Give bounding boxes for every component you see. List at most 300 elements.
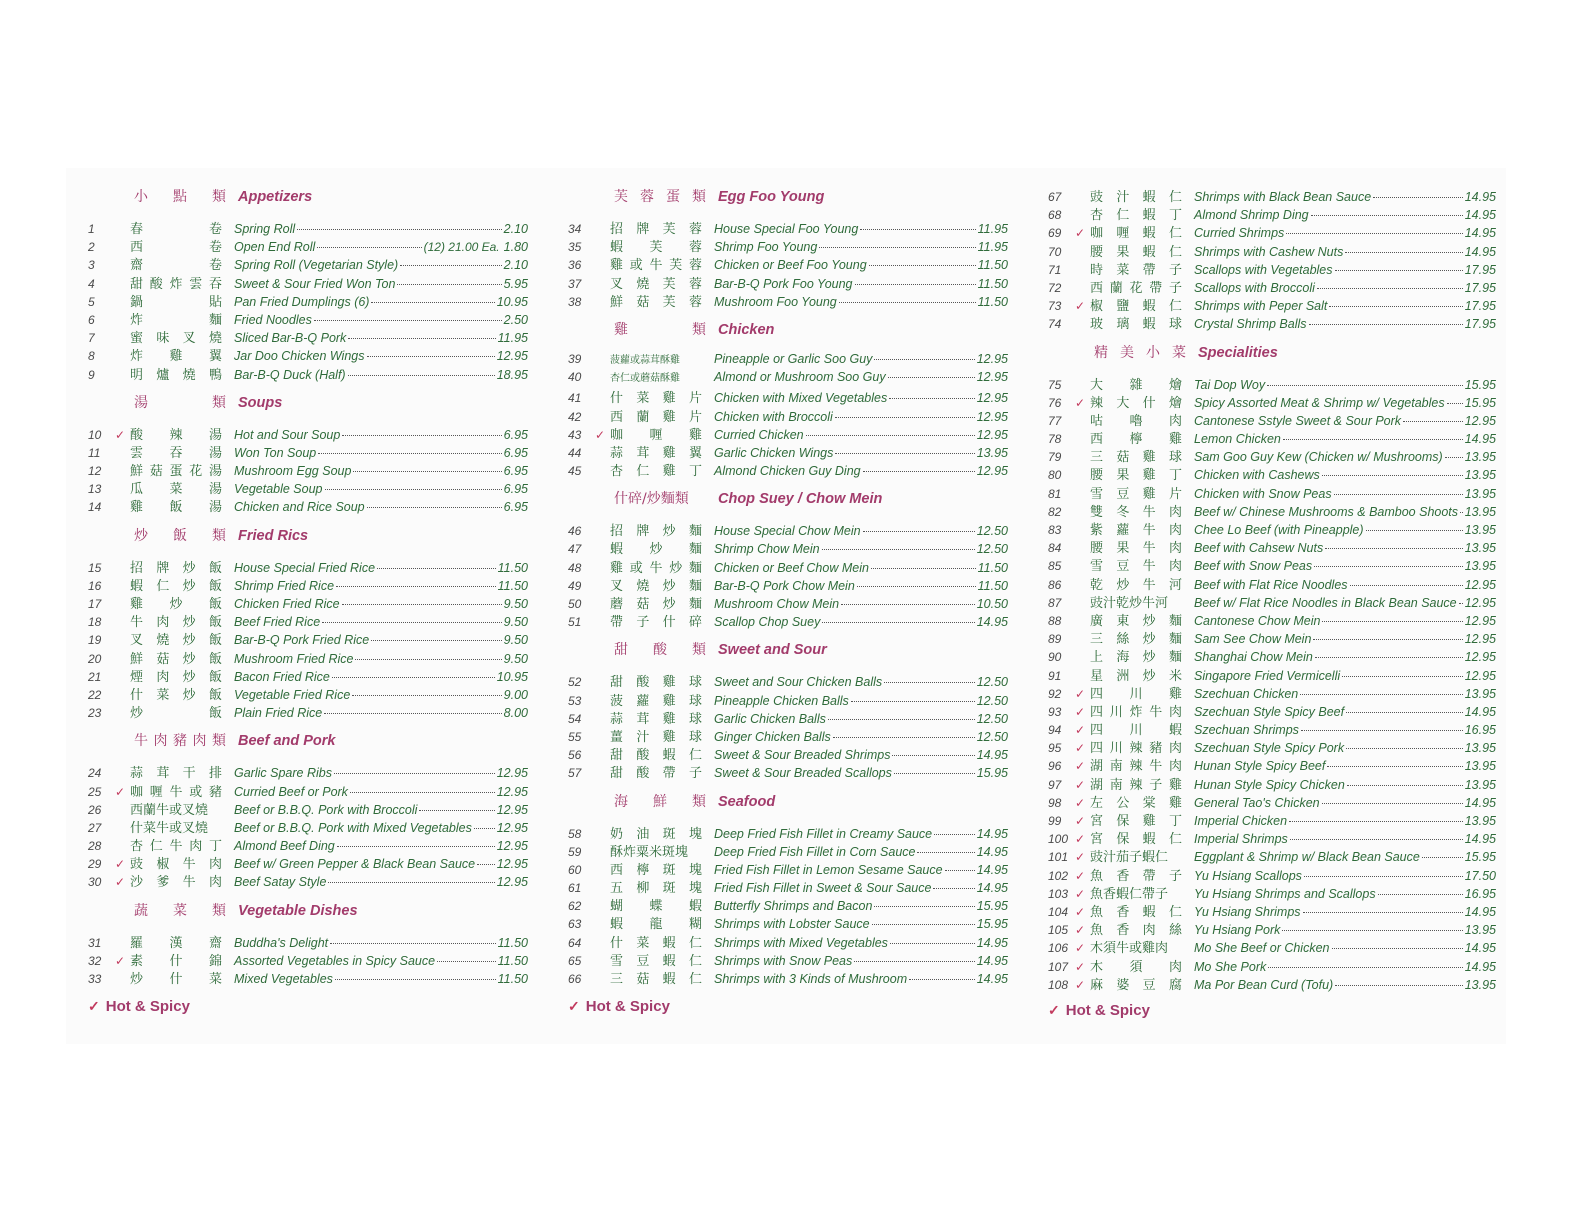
- dot-leader: [332, 677, 495, 678]
- item-number: 70: [1048, 244, 1062, 259]
- menu-item: [88, 291, 528, 309]
- menu-item: [568, 460, 1008, 478]
- item-number: 51: [568, 615, 582, 630]
- item-number: 50: [568, 597, 582, 611]
- menu-item: [1048, 828, 1496, 846]
- item-description: [1194, 887, 1496, 901]
- item-name: Bar-B-Q Duck (Half): [234, 367, 346, 382]
- item-number: 96: [1048, 759, 1062, 774]
- item-name: Deep Fried Fish Fillet in Corn Sauce: [714, 844, 916, 859]
- item-number: 5: [88, 294, 95, 309]
- item-name-chinese: 咖 喱 雞: [610, 427, 702, 443]
- item-number: 94: [1048, 723, 1062, 738]
- menu-item: [568, 726, 1008, 744]
- menu-item: [88, 853, 528, 871]
- item-number: 53: [568, 693, 582, 708]
- item-number: 24: [88, 766, 102, 781]
- item-name-chinese: 杏 仁 蝦 丁: [1090, 208, 1182, 224]
- dot-leader: [869, 265, 976, 266]
- item-name-chinese: 四 川 雞: [1090, 686, 1182, 702]
- item-name-chinese: 帶 子 什 碎: [610, 615, 702, 631]
- item-name-chinese: 齋 卷: [130, 258, 222, 274]
- dot-leader: [1345, 252, 1462, 253]
- item-price: 13.95: [1464, 559, 1496, 574]
- item-number: 32: [88, 953, 102, 968]
- item-price: 14.95: [1464, 795, 1496, 810]
- item-name: Shrimps with Lobster Sauce: [714, 917, 870, 932]
- item-number: 102: [1048, 868, 1069, 883]
- item-price: 15.95: [1464, 850, 1496, 865]
- section-gap: [568, 629, 1008, 639]
- item-name-chinese: 辣 大 什 燴: [1090, 395, 1182, 411]
- item-name-chinese: 腰 果 雞 丁: [1090, 468, 1182, 484]
- dot-leader: [397, 284, 501, 285]
- item-note: (12) 21.00 Ea.: [423, 240, 500, 255]
- menu-item: [568, 762, 1008, 780]
- item-name-chinese: 蝦 仁 炒 飯: [130, 578, 222, 594]
- menu-item: [1048, 483, 1496, 501]
- item-name-chinese: 乾 炒 牛 河: [1090, 577, 1182, 593]
- item-description: [714, 694, 1008, 708]
- dot-leader: [371, 302, 494, 303]
- item-name-chinese: 雞 炒 飯: [130, 597, 222, 612]
- item-name: Mushroom Chow Mein: [714, 597, 840, 611]
- dot-leader: [933, 888, 974, 889]
- menu-section: [88, 525, 528, 721]
- item-description: [1194, 523, 1496, 537]
- item-price: 6.95: [503, 482, 528, 497]
- menu-item: [568, 671, 1008, 689]
- chili-pepper-icon: ✓: [88, 998, 100, 1014]
- item-number: 48: [568, 560, 582, 575]
- item-name-chinese: 三 絲 炒 麵: [1090, 632, 1182, 648]
- dot-leader: [1373, 197, 1463, 198]
- item-name: Curried Chicken: [714, 427, 804, 442]
- item-description: [1194, 796, 1496, 810]
- menu-item: [88, 218, 528, 236]
- item-name: Mixed Vegetables: [234, 972, 333, 986]
- item-description: [234, 500, 528, 514]
- chili-pepper-icon: ✓: [1074, 904, 1086, 919]
- section-title-chinese: 海 鮮 類: [614, 793, 706, 810]
- item-number: 39: [568, 351, 582, 366]
- menu-column-2: [568, 186, 1008, 986]
- section-title: Specialities: [1198, 344, 1278, 361]
- dot-leader: [330, 943, 496, 944]
- item-name-chinese: 薑 汁 雞 球: [610, 729, 702, 745]
- item-description: [1194, 669, 1496, 683]
- item-name: Crystal Shrimp Balls: [1194, 317, 1307, 332]
- item-name: Spring Roll: [234, 222, 296, 236]
- section-title: Vegetable Dishes: [238, 902, 358, 919]
- item-name: Butterfly Shrimps and Bacon: [714, 899, 873, 914]
- item-name-chinese: 豉 汁 蝦 仁: [1090, 190, 1182, 205]
- item-name: Vegetable Fried Rice: [234, 687, 351, 702]
- chili-pepper-icon: ✓: [1074, 226, 1086, 241]
- item-description: [714, 748, 1008, 762]
- dot-leader: [1329, 306, 1462, 307]
- menu-item: [1048, 374, 1496, 392]
- item-name-chinese: 蒜 茸 雞 球: [610, 711, 702, 727]
- item-name-chinese: 玻 璃 蝦 球: [1090, 317, 1182, 333]
- menu-section: [88, 392, 528, 515]
- dot-leader: [1422, 857, 1463, 858]
- menu-item: [568, 744, 1008, 762]
- item-name-chinese: 鮮 菇 芙 蓉: [610, 294, 702, 310]
- chili-pepper-icon: ✓: [1074, 886, 1086, 901]
- item-name: House Special Foo Young: [714, 222, 859, 236]
- item-number: 19: [88, 633, 102, 648]
- menu-item: [88, 781, 528, 799]
- item-name: House Special Fried Rice: [234, 560, 376, 575]
- dot-leader: [1350, 585, 1463, 586]
- item-name: Scallops with Broccoli: [1194, 280, 1315, 295]
- item-description: [714, 542, 1008, 556]
- item-name-chinese: 羅 漢 齋: [130, 935, 222, 951]
- item-price: 12.95: [496, 802, 528, 817]
- menu-item: [88, 799, 528, 817]
- chili-pepper-icon: ✓: [1074, 704, 1086, 719]
- item-number: 49: [568, 578, 582, 593]
- section-title: Appetizers: [238, 189, 313, 205]
- item-description: [1194, 578, 1496, 592]
- item-name: Garlic Spare Ribs: [234, 766, 332, 781]
- menu-item: [1048, 241, 1496, 259]
- item-price: 11.50: [497, 935, 528, 950]
- menu-item: [1048, 464, 1496, 482]
- item-name-chinese: 炒 什 菜: [130, 972, 222, 987]
- item-name: Curried Beef or Pork: [234, 784, 348, 799]
- item-description: [1194, 705, 1496, 719]
- dot-leader: [317, 247, 421, 248]
- item-name-chinese: 蝴 蝶 蝦: [610, 899, 702, 915]
- item-name: Chicken or Beef Foo Young: [714, 258, 867, 273]
- item-name: Chicken and Rice Soup: [234, 500, 365, 515]
- dot-leader: [1327, 766, 1462, 767]
- item-name-chinese: 雪 豆 牛 肉: [1090, 559, 1182, 575]
- item-description: [714, 277, 1008, 291]
- dot-leader: [419, 810, 494, 811]
- item-price: 12.95: [976, 427, 1008, 442]
- item-description: [234, 313, 528, 327]
- item-name: Assorted Vegetables in Spicy Sauce: [234, 953, 436, 968]
- section-heading: [88, 186, 528, 210]
- item-name-chinese: 魚 香 帶 子: [1090, 868, 1182, 884]
- item-description: [714, 370, 1008, 384]
- item-description: [234, 670, 528, 684]
- item-name-chinese: 腰 果 牛 肉: [1090, 541, 1182, 557]
- item-description: [1194, 632, 1496, 646]
- dot-leader: [1335, 270, 1463, 271]
- dot-leader: [1342, 676, 1463, 677]
- item-name: Sliced Bar-B-Q Pork: [234, 331, 347, 346]
- menu-section: [88, 900, 528, 987]
- item-price: 12.95: [976, 391, 1008, 406]
- item-name: Shrimps with Cashew Nuts: [1194, 244, 1344, 259]
- section-title-chinese: 甜 酸 類: [614, 642, 706, 659]
- item-price: 12.95: [496, 839, 528, 854]
- item-name: Almond Chicken Guy Ding: [714, 464, 861, 479]
- item-price: 13.95: [1464, 450, 1496, 465]
- item-price: 8.00: [503, 706, 528, 721]
- chili-pepper-icon: ✓: [1074, 759, 1086, 774]
- item-description: [714, 845, 1008, 859]
- menu-item: [1048, 392, 1496, 410]
- item-price: 6.95: [503, 464, 528, 479]
- item-name: Shrimps with Mixed Vegetables: [714, 935, 888, 950]
- menu-item: [1048, 537, 1496, 555]
- section-gap: [88, 515, 528, 525]
- item-name: Jar Doo Chicken Wings: [234, 349, 365, 364]
- item-name: Fried Fish Fillet in Lemon Sesame Sauce: [714, 862, 943, 877]
- menu-item: [88, 327, 528, 345]
- item-name: Shrimp Fried Rice: [234, 578, 335, 593]
- menu-item: [1048, 592, 1496, 610]
- item-number: 43: [568, 427, 582, 442]
- dot-leader: [1366, 530, 1463, 531]
- item-description: [234, 954, 528, 968]
- item-number: 40: [568, 370, 582, 385]
- item-price: 16.95: [1464, 723, 1496, 738]
- menu-item: [88, 648, 528, 666]
- dot-leader: [334, 773, 495, 774]
- menu-item: [88, 629, 528, 647]
- item-name-chinese: 甜 酸 炸 雲 吞: [130, 276, 222, 292]
- menu-item: [1048, 774, 1496, 792]
- item-name: Yu Hsiang Pork: [1194, 923, 1281, 938]
- menu-item: [568, 442, 1008, 460]
- item-number: 74: [1048, 317, 1062, 332]
- item-number: 84: [1048, 541, 1062, 556]
- dot-leader: [377, 568, 496, 569]
- item-description: [714, 766, 1008, 780]
- dot-leader: [1290, 839, 1463, 840]
- item-price: 13.95: [1464, 468, 1496, 483]
- menu-item: [568, 877, 1008, 895]
- menu-item: [1048, 683, 1496, 701]
- item-number: 72: [1048, 280, 1062, 295]
- menu-item: [568, 859, 1008, 877]
- dot-leader: [1315, 657, 1463, 658]
- item-number: 91: [1048, 668, 1062, 683]
- item-description: [234, 331, 528, 345]
- menu-item: [1048, 313, 1496, 331]
- menu-item: [568, 218, 1008, 236]
- item-number: 60: [568, 862, 582, 877]
- dot-leader: [945, 870, 975, 871]
- dot-leader: [350, 792, 495, 793]
- dot-leader: [437, 961, 496, 962]
- section-title: Egg Foo Young: [718, 189, 825, 205]
- item-number: 22: [88, 687, 102, 702]
- dot-leader: [1313, 639, 1462, 640]
- item-name-chinese: 湖 南 辣 牛 肉: [1090, 759, 1182, 775]
- item-name: Pineapple Chicken Balls: [714, 693, 849, 708]
- item-name-chinese: 星 洲 炒 米: [1090, 668, 1182, 684]
- item-name: Shrimps with Black Bean Sauce: [1194, 190, 1372, 204]
- menu-column-1: [88, 186, 528, 986]
- item-name-chinese: 招 牌 芙 蓉: [610, 222, 702, 237]
- dot-leader: [314, 320, 502, 321]
- item-price: 14.95: [1464, 432, 1496, 447]
- menu-item: [1048, 446, 1496, 464]
- item-description: [1194, 299, 1496, 313]
- item-name-chinese: 酥炸粟米斑塊: [610, 844, 689, 860]
- dot-leader: [1403, 421, 1463, 422]
- item-name-chinese: 明 爐 燒 鴨: [130, 367, 222, 383]
- item-name: Sweet & Sour Breaded Scallops: [714, 766, 892, 781]
- section-title: Fried Rics: [238, 527, 309, 544]
- chili-pepper-icon: ✓: [114, 857, 126, 872]
- item-description: [714, 899, 1008, 913]
- item-number: 80: [1048, 468, 1062, 483]
- item-price: 12.95: [976, 351, 1008, 366]
- dot-leader: [860, 229, 975, 230]
- item-name-chinese: 瓜 菜 湯: [130, 482, 222, 498]
- item-description: [714, 428, 1008, 442]
- item-price: 13.95: [1464, 777, 1496, 792]
- item-price: 12.95: [1464, 650, 1496, 665]
- item-name: Beef w/ Chinese Mushrooms & Bamboo Shoots: [1194, 504, 1459, 519]
- item-number: 58: [568, 826, 582, 841]
- item-name: Shrimps with Peper Salt: [1194, 299, 1328, 314]
- item-description: [234, 821, 528, 835]
- item-price: 12.50: [976, 542, 1008, 557]
- menu-item: [568, 254, 1008, 272]
- item-description: [1194, 814, 1496, 828]
- item-description: [234, 936, 528, 950]
- item-name: Hunan Style Spicy Chicken: [1194, 777, 1345, 792]
- item-name-chinese: 春 卷: [130, 222, 222, 237]
- item-price: 11.50: [977, 258, 1008, 273]
- section-gap: [568, 309, 1008, 319]
- item-number: 78: [1048, 432, 1062, 447]
- item-description: [714, 597, 1008, 611]
- dot-leader: [348, 338, 495, 339]
- item-description: [714, 730, 1008, 744]
- hot-spicy-legend-1: [88, 998, 190, 1015]
- item-number: 92: [1048, 686, 1062, 701]
- menu-item: [1048, 974, 1496, 992]
- item-price: 10.95: [496, 669, 528, 684]
- item-name-chinese: 西 檸 雞: [1090, 432, 1182, 448]
- dot-leader: [1311, 215, 1463, 216]
- chili-pepper-icon: ✓: [114, 953, 126, 968]
- menu-item: [568, 424, 1008, 442]
- item-price: 12.95: [1464, 577, 1496, 592]
- item-price: 14.95: [976, 748, 1008, 763]
- item-name-chinese: 四 川 蝦: [1090, 723, 1182, 739]
- item-name-chinese: 豉 椒 牛 肉: [130, 857, 222, 873]
- item-description: [714, 615, 1008, 629]
- item-name-chinese: 菠蘿或蒜茸酥雞: [610, 354, 680, 366]
- item-name-chinese: 雞 或 牛 炒 麵: [610, 560, 702, 576]
- item-number: 86: [1048, 577, 1062, 592]
- section-gap: [568, 478, 1008, 488]
- dot-leader: [371, 640, 501, 641]
- item-number: 101: [1048, 850, 1069, 865]
- menu-item: [568, 841, 1008, 859]
- dot-leader: [1282, 930, 1462, 931]
- menu-item: [88, 309, 528, 327]
- item-price: 12.95: [496, 349, 528, 364]
- dot-leader: [871, 568, 976, 569]
- item-price: 14.95: [976, 881, 1008, 896]
- item-name: Eggplant & Shrimp w/ Black Bean Sauce: [1194, 850, 1420, 865]
- item-description: [714, 222, 1008, 236]
- chili-pepper-icon: ✓: [1074, 299, 1086, 314]
- item-number: 27: [88, 820, 102, 835]
- chili-pepper-icon: ✓: [1074, 686, 1086, 701]
- menu-item: [88, 273, 528, 291]
- item-name-chinese: 叉 燒 芙 蓉: [610, 276, 702, 292]
- item-name: Spicy Assorted Meat & Shrimp w/ Vegetables: [1194, 395, 1445, 410]
- item-name-chinese: 招 牌 炒 麵: [610, 524, 702, 540]
- chili-pepper-icon: ✓: [1074, 959, 1086, 974]
- section-title-chinese: 芙 蓉 蛋 類: [614, 189, 706, 205]
- item-price: 17.50: [1464, 868, 1496, 883]
- item-name-chinese: 杏仁或蘑菇酥雞: [610, 373, 680, 385]
- section-heading: [88, 900, 528, 924]
- item-name: Beef w/ Flat Rice Noodles in Black Bean Sauce: [1194, 595, 1457, 610]
- item-name-chinese: 鮮 菇 炒 飯: [130, 651, 222, 667]
- item-name-chinese: 雞 或 牛 芙 蓉: [610, 258, 702, 274]
- item-price: 11.95: [977, 222, 1008, 236]
- item-name-chinese: 魚香蝦仁帶子: [1090, 886, 1169, 902]
- item-price: 9.00: [503, 687, 528, 702]
- dot-leader: [1301, 730, 1463, 731]
- item-number: 28: [88, 839, 102, 854]
- item-name-chinese: 蝦 炒 麵: [610, 542, 702, 558]
- item-price: 13.95: [1464, 686, 1496, 701]
- item-price: 13.95: [976, 445, 1008, 460]
- item-number: 73: [1048, 299, 1062, 314]
- item-description: [1194, 559, 1496, 573]
- item-description: [234, 240, 528, 254]
- item-number: 66: [568, 972, 582, 986]
- item-description: [234, 688, 528, 702]
- item-name-chinese: 素 什 錦: [130, 953, 222, 969]
- item-description: [234, 277, 528, 291]
- item-number: 2: [88, 240, 95, 255]
- dot-leader: [835, 453, 974, 454]
- item-price: 13.95: [1464, 923, 1496, 938]
- item-price: 18.95: [496, 367, 528, 382]
- item-description: [234, 579, 528, 593]
- item-price: 14.95: [1464, 226, 1496, 241]
- dot-leader: [822, 549, 975, 550]
- item-name: Won Ton Soup: [234, 445, 317, 460]
- menu-item: [1048, 277, 1496, 295]
- item-name-chinese: 酸 辣 湯: [130, 427, 222, 443]
- item-name-chinese: 鮮 菇 蛋 花 湯: [130, 464, 222, 480]
- item-name: Ma Por Bean Curd (Tofu): [1194, 977, 1334, 992]
- item-number: 30: [88, 875, 102, 890]
- item-description: [714, 712, 1008, 726]
- item-description: [1194, 723, 1496, 737]
- item-name: Shrimp Foo Young: [714, 240, 818, 255]
- item-price: 14.95: [976, 826, 1008, 841]
- dot-leader: [367, 356, 495, 357]
- item-description: [1194, 923, 1496, 937]
- item-description: [234, 633, 528, 647]
- item-name-chinese: 三 菇 蝦 仁: [610, 972, 702, 987]
- item-number: 88: [1048, 613, 1062, 628]
- item-price: 12.95: [976, 409, 1008, 424]
- item-price: 6.95: [503, 445, 528, 460]
- item-name: General Tao's Chicken: [1194, 795, 1320, 810]
- item-number: 12: [88, 464, 102, 479]
